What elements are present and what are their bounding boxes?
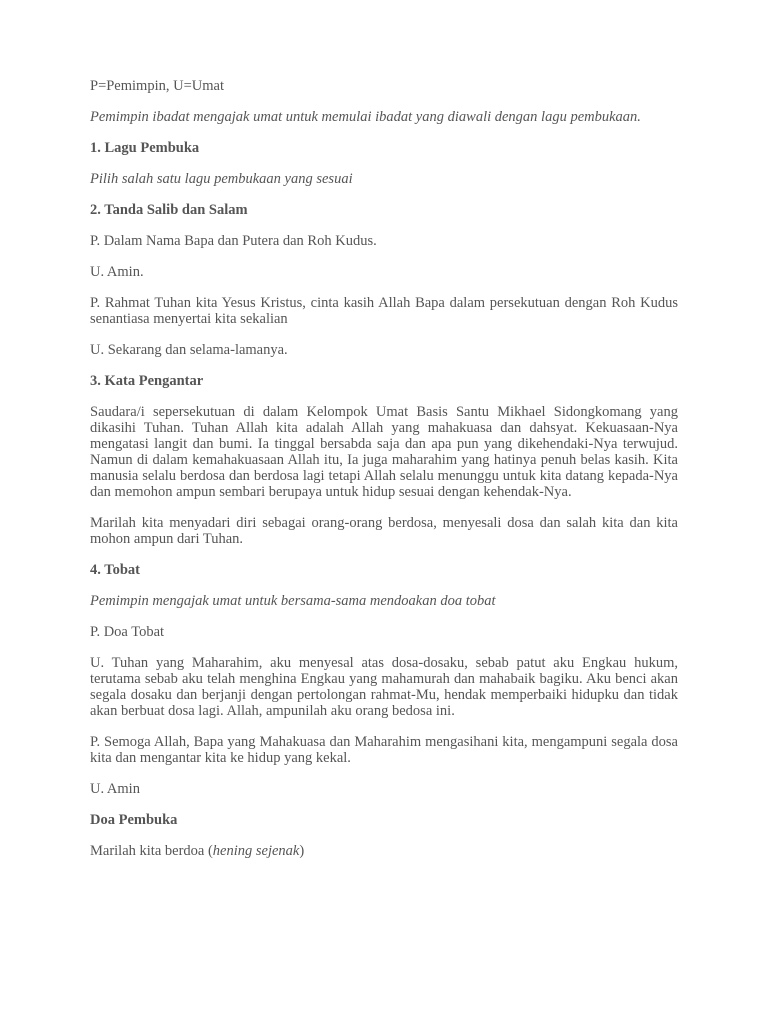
leader-line-doa-tobat: P. Doa Tobat: [90, 624, 165, 640]
people-line-2: U. Sekarang dan selama-lamanya.: [90, 342, 288, 358]
opening-prayer-prefix: Marilah kita berdoa (: [90, 843, 213, 859]
leader-line-1: P. Dalam Nama Bapa dan Putera dan Roh Kudus.: [90, 233, 377, 249]
leader-absolution: P. Semoga Allah, Bapa yang Mahakuasa dan Maharahim mengasihani kita, mengampuni segala dosa kita dan mengantar kita ke hidup yang kekal.: [90, 734, 678, 766]
people-amen: U. Amin: [90, 781, 140, 797]
introduction-paragraph-2: Marilah kita menyadari diri sebagai orang-orang berdosa, menyesali dosa dan salah kita dan kita mohon ampun dari Tuhan.: [90, 515, 678, 547]
intro-instruction: Pemimpin ibadat mengajak umat untuk memulai ibadat yang diawali dengan lagu pembukaan.: [90, 109, 641, 125]
heading-tanda-salib: 2. Tanda Salib dan Salam: [90, 202, 248, 218]
heading-kata-pengantar: 3. Kata Pengantar: [90, 373, 204, 389]
opening-prayer-suffix: ): [299, 843, 305, 859]
people-prayer-tobat: U. Tuhan yang Maharahim, aku menyesal atas dosa-dosaku, sebab patut aku Engkau hukum, terutama sebab aku telah menghina Engkau yang mahamurah dan mahabaik bagiku. Aku benci akan segala dosaku dan berjanji dengan pertolongan rahmat-Mu, hendak memperbaiki hidupku dan tidak akan berbuat dosa lagi. Allah, ampunilah aku orang bedosa ini.: [90, 655, 678, 719]
opening-prayer-line: [90, 843, 678, 859]
leader-line-2: P. Rahmat Tuhan kita Yesus Kristus, cinta kasih Allah Bapa dalam persekutuan dengan Roh Kudus senantiasa menyertai kita sekalian: [90, 295, 678, 327]
heading-lagu-pembuka: 1. Lagu Pembuka: [90, 140, 200, 156]
opening-prayer-italic: hening sejenak: [212, 843, 300, 859]
instruction-tobat: Pemimpin mengajak umat untuk bersama-sama mendoakan doa tobat: [90, 593, 496, 609]
document-page: [90, 78, 678, 874]
heading-tobat: 4. Tobat: [90, 562, 140, 578]
introduction-paragraph-1: Saudara/i sepersekutuan di dalam Kelompok Umat Basis Santu Mikhael Sidongkomang yang dikasihi Tuhan. Tuhan Allah kita adalah Allah yang mahakuasa dan dahsyat. Kekuasaan-Nya mengatasi langit dan bumi. Ia tinggal bersabda saja dan apa pun yang dikehendaki-Nya terwujud. Namun di dalam kemahakuasaan Allah itu, Ia juga maharahim yang hatinya penuh belas kasih. Kita manusia selalu berdosa dan berdosa lagi tetapi Allah selalu menunggu untuk kita datang kepada-Nya dan memohon ampun sembari berupaya untuk hidup sesuai dengan kehendak-Nya.: [90, 404, 678, 500]
instruction-lagu-pembuka: Pilih salah satu lagu pembukaan yang sesuai: [90, 171, 353, 187]
legend-line: P=Pemimpin, U=Umat: [90, 78, 224, 94]
people-line-1: U. Amin.: [90, 264, 144, 280]
heading-doa-pembuka: Doa Pembuka: [90, 812, 178, 828]
